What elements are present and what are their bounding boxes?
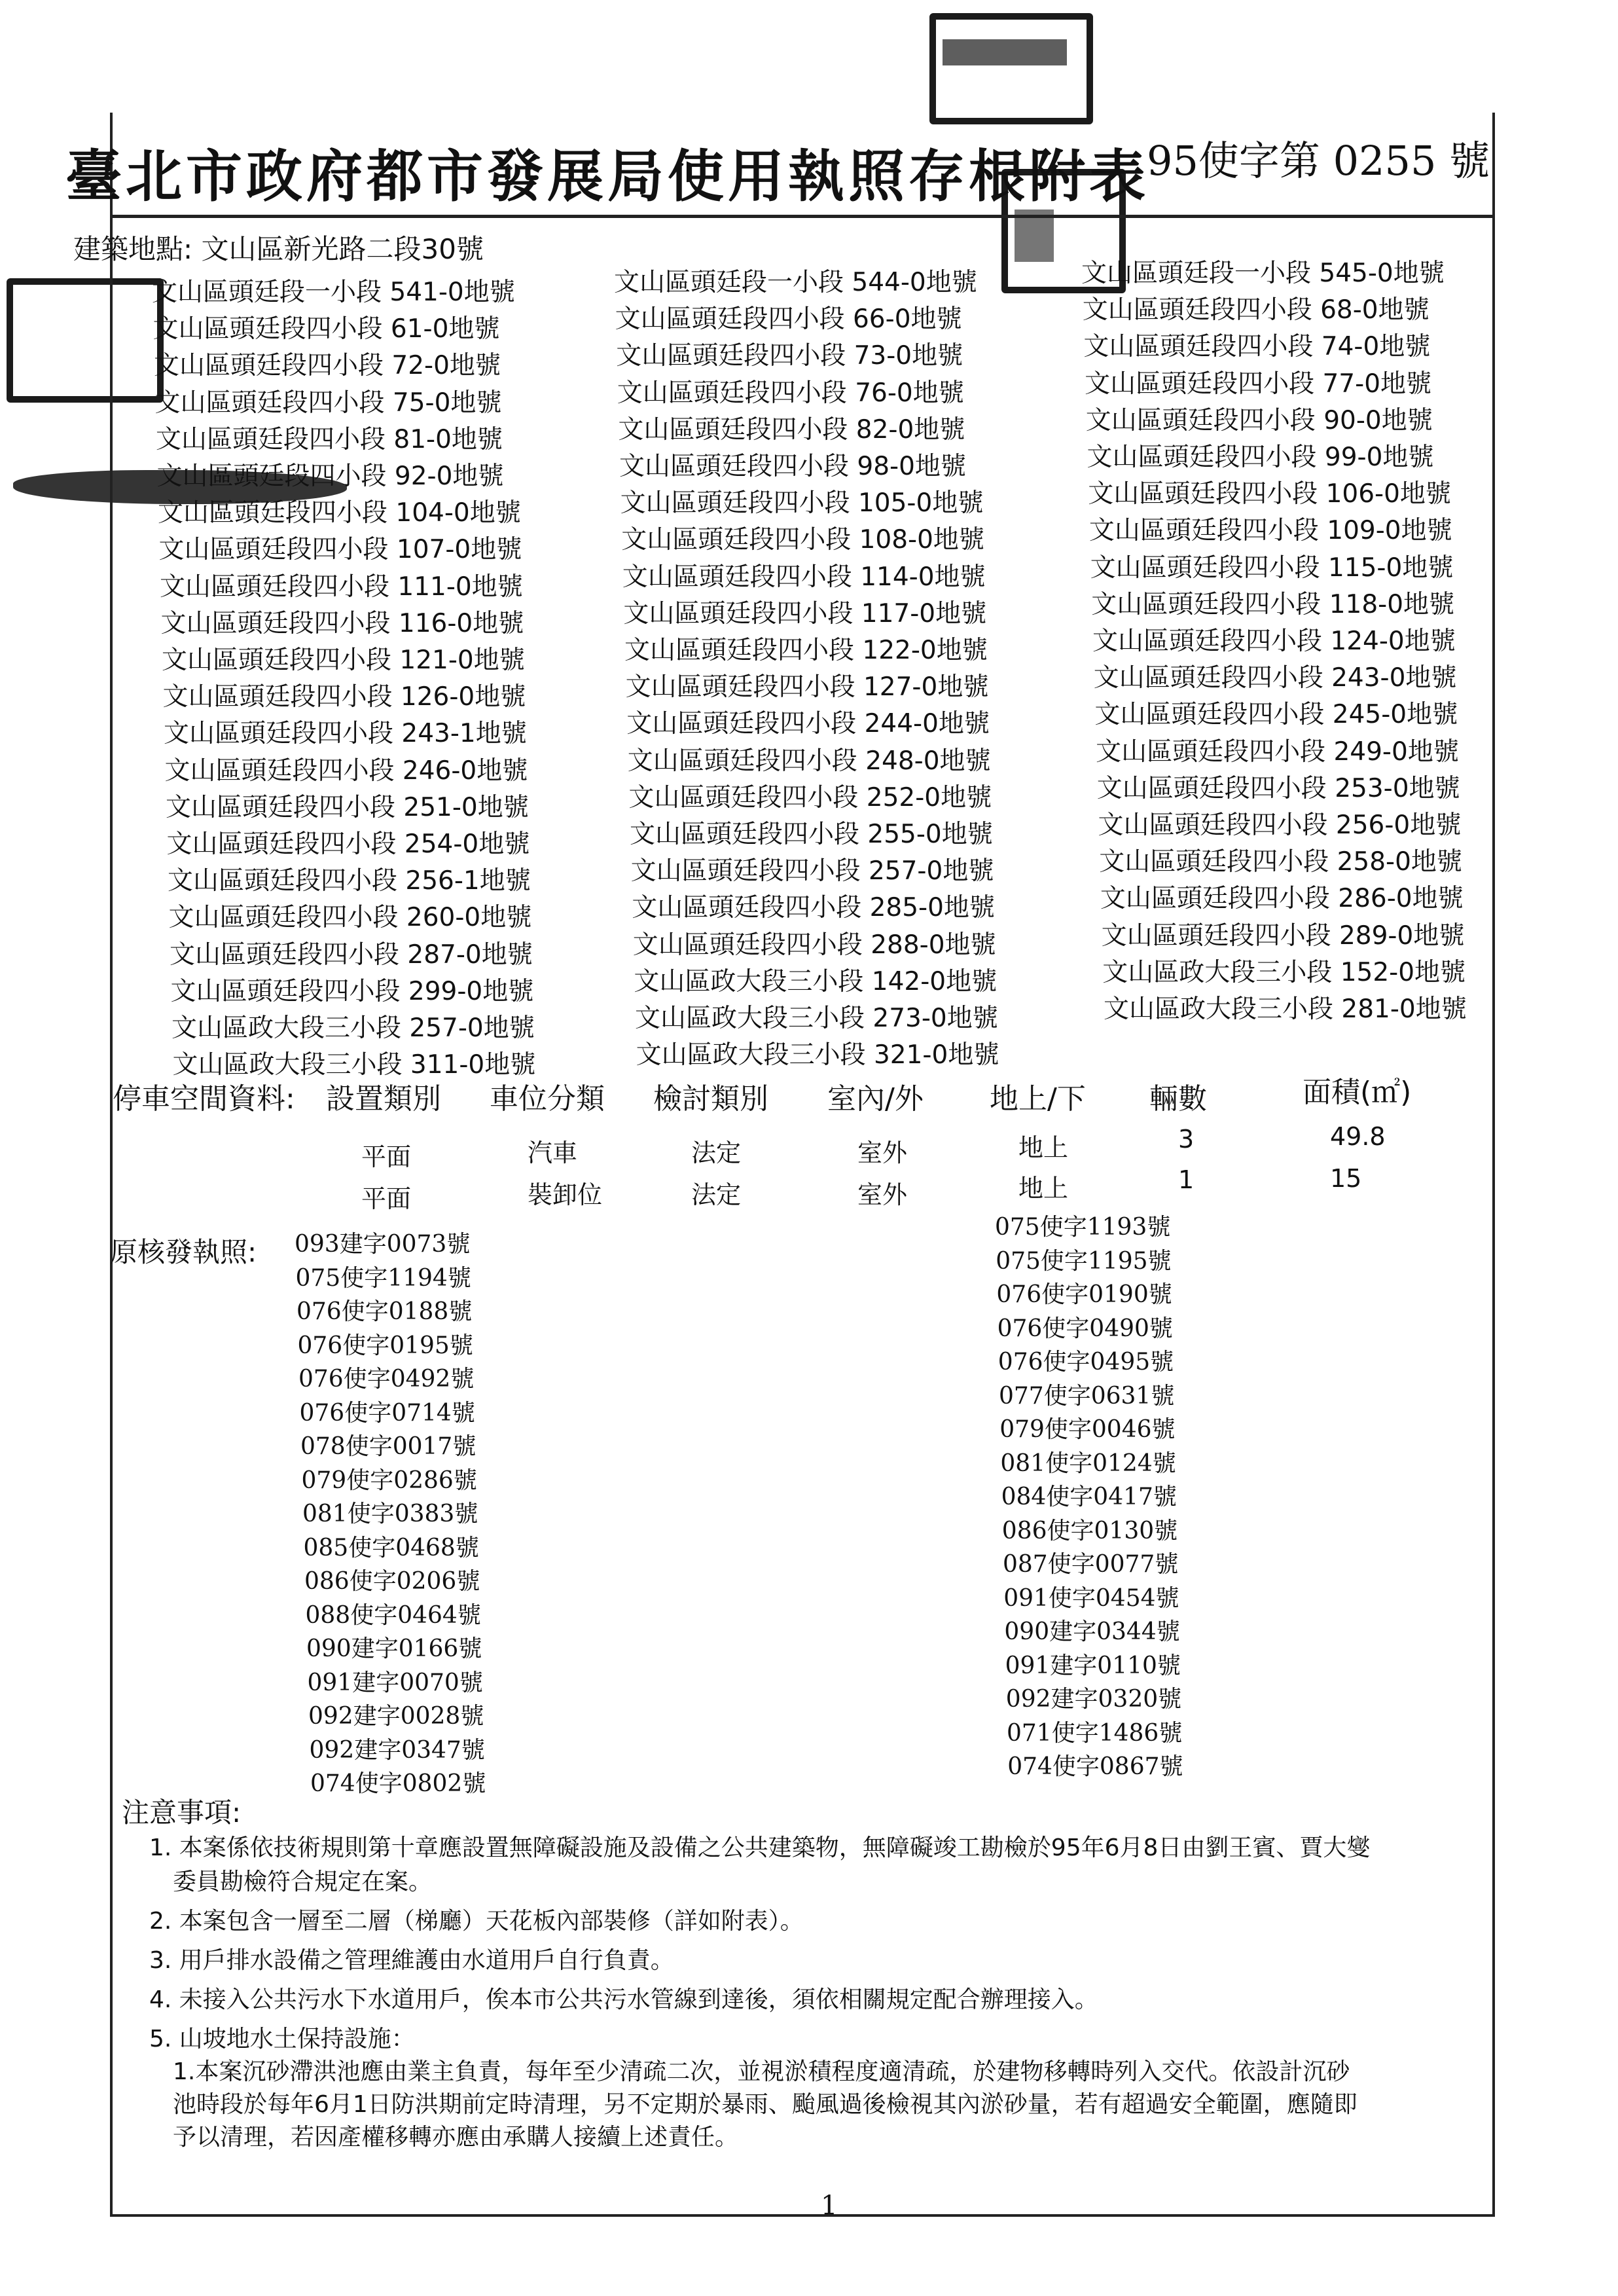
- license-number: 076使字0714號: [299, 1399, 475, 1427]
- land-lot: 文山區頭廷段四小段 104-0地號: [158, 498, 521, 528]
- land-lot: 文山區頭廷段一小段 544-0地號: [614, 268, 977, 297]
- land-lot: 文山區頭廷段四小段 105-0地號: [620, 488, 984, 519]
- land-lot: 文山區頭廷段四小段 92-0地號: [156, 462, 504, 491]
- license-number: 091使字0454號: [1003, 1584, 1179, 1612]
- parking-cell: 裝卸位: [528, 1180, 603, 1209]
- land-lot: 文山區頭廷段四小段 98-0地號: [619, 452, 966, 481]
- license-number: 076使字0495號: [998, 1349, 1174, 1376]
- license-number: 071使字1486號: [1007, 1719, 1183, 1747]
- note-line: 5. 山坡地水土保持設施：: [149, 2026, 415, 2052]
- land-lot: 文山區頭廷段四小段 246-0地號: [164, 756, 528, 786]
- parking-header-review: 檢討類別: [653, 1082, 768, 1116]
- note-line: 1.本案沉砂滯洪池應由業主負責，每年至少清疏二次，並視淤積程度適清疏，於建物移轉時列入交代。依設計沉砂: [173, 2058, 1350, 2085]
- parking-header-count: 輛數: [1149, 1082, 1207, 1116]
- license-number: 076使字0490號: [997, 1315, 1173, 1342]
- license-number: 074使字0867號: [1007, 1753, 1183, 1780]
- land-lot: 文山區頭廷段四小段 258-0地號: [1099, 847, 1462, 877]
- parking-cell: 室外: [857, 1180, 908, 1209]
- land-lot: 文山區頭廷段四小段 255-0地號: [630, 820, 993, 849]
- land-lot: 文山區政大段三小段 142-0地號: [634, 966, 998, 996]
- land-lot: 文山區頭廷段四小段 245-0地號: [1094, 700, 1458, 730]
- land-lot: 文山區頭廷段四小段 74-0地號: [1083, 332, 1431, 362]
- land-lot: 文山區頭廷段四小段 116-0地號: [160, 608, 524, 638]
- land-lot: 文山區頭廷段四小段 256-0地號: [1098, 811, 1462, 840]
- license-number: 081使字0383號: [302, 1501, 478, 1527]
- parking-header-area: 面積(㎡): [1303, 1076, 1412, 1109]
- license-number: 076使字0195號: [297, 1332, 473, 1359]
- site-label: 建築地點:: [73, 233, 193, 265]
- land-lot: 文山區頭廷段四小段 117-0地號: [623, 598, 987, 629]
- land-lot: 文山區頭廷段四小段 248-0地號: [627, 746, 991, 776]
- land-lot: 文山區頭廷段四小段 106-0地號: [1088, 479, 1451, 509]
- land-lot: 文山區政大段三小段 281-0地號: [1104, 994, 1467, 1024]
- license-number: 090建字0344號: [1004, 1618, 1180, 1645]
- license-number: 079使字0286號: [301, 1467, 477, 1494]
- note-line: 予以清理，若因產權移轉亦應由承購人接續上述責任。: [173, 2124, 739, 2151]
- land-lot: 文山區頭廷段四小段 114-0地號: [622, 562, 986, 592]
- land-lot: 文山區頭廷段四小段 285-0地號: [632, 893, 995, 923]
- land-lot: 文山區頭廷段四小段 243-1地號: [164, 719, 527, 749]
- land-lot: 文山區頭廷段四小段 126-0地號: [162, 682, 526, 712]
- parking-header-class: 車位分類: [490, 1082, 605, 1116]
- land-lot: 文山區頭廷段四小段 288-0地號: [632, 930, 996, 960]
- land-lot: 文山區頭廷段四小段 286-0地號: [1100, 884, 1464, 914]
- site-address: [73, 228, 484, 267]
- parking-cell: 平面: [361, 1184, 412, 1213]
- land-lot: 文山區頭廷段四小段 107-0地號: [158, 535, 522, 565]
- land-lot: 文山區頭廷段四小段 82-0地號: [618, 414, 965, 445]
- note-line: 委員勘檢符合規定在案。: [173, 1868, 433, 1895]
- license-number: 090建字0166號: [306, 1635, 482, 1662]
- land-lot: 文山區頭廷段四小段 66-0地號: [615, 304, 962, 335]
- parking-cell: 地上: [1018, 1174, 1069, 1203]
- license-number: 088使字0464號: [305, 1601, 481, 1629]
- parking-cell: 汽車: [528, 1139, 578, 1167]
- page-number: 1: [821, 2191, 838, 2221]
- land-lot: 文山區頭廷段四小段 77-0地號: [1085, 369, 1432, 399]
- license-number: 086使字0130號: [1001, 1517, 1178, 1544]
- parking-cell: 法定: [691, 1180, 742, 1209]
- note-line: 1. 本案係依技術規則第十章應設置無障礙設施及設備之公共建築物，無障礙竣工勘檢於95年6月8日由劉王賓、賈大燮: [149, 1834, 1371, 1861]
- site-value: 文山區新光路二段30號: [201, 233, 484, 265]
- license-number: 077使字0631號: [999, 1382, 1175, 1410]
- parking-cell: 法定: [691, 1139, 742, 1167]
- land-lot: 文山區頭廷段四小段 99-0地號: [1087, 443, 1434, 472]
- land-lot: 文山區頭廷段四小段 68-0地號: [1082, 295, 1429, 325]
- license-number: 092建字0320號: [1005, 1686, 1182, 1713]
- land-lot: 文山區頭廷段四小段 90-0地號: [1085, 405, 1433, 435]
- land-lot: 文山區頭廷段四小段 127-0地號: [625, 672, 989, 702]
- land-lot: 文山區頭廷段一小段 545-0地號: [1081, 259, 1445, 288]
- land-lot: 文山區頭廷段四小段 256-1地號: [168, 866, 531, 896]
- land-lot: 文山區頭廷段四小段 124-0地號: [1092, 627, 1456, 656]
- license-number: 092建字0028號: [308, 1703, 484, 1730]
- land-lot: 文山區頭廷段四小段 252-0地號: [628, 782, 992, 812]
- land-lot: 文山區頭廷段四小段 251-0地號: [166, 792, 529, 822]
- top-seal-fill: [943, 39, 1067, 65]
- land-lot: 文山區政大段三小段 321-0地號: [636, 1040, 999, 1070]
- land-lot: 文山區頭廷段四小段 73-0地號: [616, 341, 963, 371]
- original-licenses-label: 原核發執照:: [110, 1236, 257, 1268]
- parking-header-level: 地上/下: [990, 1082, 1086, 1116]
- land-lot: 文山區政大段三小段 273-0地號: [635, 1004, 998, 1033]
- land-lot: 文山區頭廷段四小段 287-0地號: [170, 939, 533, 970]
- license-number: 087使字0077號: [1003, 1551, 1179, 1578]
- license-number: 075使字1194號: [295, 1264, 471, 1292]
- land-lot: 文山區頭廷段四小段 122-0地號: [624, 636, 988, 665]
- license-number: 079使字0046號: [999, 1416, 1176, 1443]
- license-number: 075使字1195號: [996, 1247, 1172, 1275]
- parking-label: 停車空間資料:: [113, 1082, 295, 1116]
- parking-cell: 1: [1178, 1165, 1195, 1194]
- land-lot: 文山區頭廷段四小段 249-0地號: [1096, 737, 1459, 767]
- land-lot: 文山區頭廷段四小段 115-0地號: [1090, 553, 1454, 583]
- license-number: 086使字0206號: [304, 1568, 480, 1595]
- note-line: 2. 本案包含一層至二層（梯廳）天花板內部裝修（詳如附表）。: [149, 1908, 804, 1935]
- land-lot: 文山區頭廷段四小段 81-0地號: [156, 424, 503, 454]
- license-number: 081使字0124號: [1000, 1449, 1176, 1477]
- parking-cell: 49.8: [1330, 1122, 1386, 1151]
- land-lot: 文山區政大段三小段 152-0地號: [1102, 957, 1466, 987]
- land-lot: 文山區頭廷段四小段 257-0地號: [630, 856, 994, 886]
- land-lot: 文山區頭廷段四小段 76-0地號: [617, 378, 964, 408]
- license-number: 074使字0802號: [310, 1770, 486, 1797]
- permit-number: 95使字第 0255 號: [1147, 137, 1490, 185]
- note-line: 4. 未接入公共污水下水道用戶，俟本市公共污水管線到達後，須依相關規定配合辦理接入。: [149, 1986, 1098, 2013]
- parking-cell: 15: [1330, 1164, 1362, 1193]
- parking-cell: 室外: [857, 1139, 908, 1167]
- parking-cell: 地上: [1018, 1133, 1069, 1162]
- top-seal-stamp: [929, 13, 1093, 124]
- license-number: 093建字0073號: [295, 1231, 471, 1258]
- page-title: 臺北市政府都市發展局使用執照存根附表: [65, 143, 1149, 210]
- land-lot: 文山區頭廷段四小段 243-0地號: [1093, 663, 1457, 693]
- license-number: 076使字0188號: [297, 1298, 473, 1325]
- land-lot: 文山區頭廷段四小段 61-0地號: [153, 314, 500, 344]
- land-lot: 文山區頭廷段四小段 254-0地號: [166, 829, 530, 859]
- land-lot: 文山區頭廷段四小段 299-0地號: [170, 976, 534, 1006]
- license-number: 075使字1193號: [995, 1214, 1171, 1241]
- license-number: 092建字0347號: [309, 1736, 485, 1764]
- notes-title: 注意事項:: [122, 1796, 242, 1829]
- land-lot: 文山區頭廷段四小段 108-0地號: [621, 525, 984, 555]
- license-number: 078使字0017號: [300, 1433, 476, 1460]
- license-number: 091建字0110號: [1005, 1652, 1181, 1679]
- land-lot: 文山區頭廷段四小段 118-0地號: [1091, 589, 1455, 619]
- land-lot: 文山區頭廷段四小段 121-0地號: [162, 646, 525, 675]
- land-lot: 文山區頭廷段四小段 244-0地號: [626, 709, 990, 739]
- license-number: 076使字0492號: [298, 1366, 475, 1393]
- land-lot: 文山區頭廷段四小段 109-0地號: [1088, 516, 1452, 546]
- parking-cell: 平面: [361, 1142, 412, 1171]
- land-lot: 文山區頭廷段一小段 541-0地號: [152, 278, 515, 307]
- land-lot: 文山區政大段三小段 311-0地號: [172, 1050, 536, 1080]
- license-number: 085使字0468號: [303, 1534, 479, 1561]
- note-line: 池時段於每年6月1日防洪期前定時清理，另不定期於暴雨、颱風過後檢視其內淤砂量，若有超過安全範圍，應隨即: [173, 2091, 1357, 2118]
- title-rule: [110, 215, 1492, 218]
- land-lot: 文山區頭廷段四小段 111-0地號: [160, 572, 523, 602]
- land-lot: 文山區頭廷段四小段 289-0地號: [1101, 920, 1465, 951]
- land-lot: 文山區頭廷段四小段 260-0地號: [168, 903, 532, 933]
- parking-header-type: 設置類別: [326, 1082, 441, 1116]
- land-lot: 文山區頭廷段四小段 75-0地號: [154, 388, 502, 418]
- land-lot: 文山區政大段三小段 257-0地號: [171, 1013, 535, 1043]
- license-number: 084使字0417號: [1001, 1484, 1177, 1510]
- parking-header-inout: 室內/外: [827, 1082, 924, 1116]
- land-lot: 文山區頭廷段四小段 72-0地號: [154, 351, 501, 381]
- note-line: 3. 用戶排水設備之管理維護由水道用戶自行負責。: [149, 1947, 674, 1974]
- parking-cell: 3: [1178, 1125, 1195, 1154]
- license-number: 076使字0190號: [996, 1281, 1172, 1308]
- license-number: 091建字0070號: [307, 1669, 483, 1696]
- land-lot: 文山區頭廷段四小段 253-0地號: [1096, 773, 1460, 803]
